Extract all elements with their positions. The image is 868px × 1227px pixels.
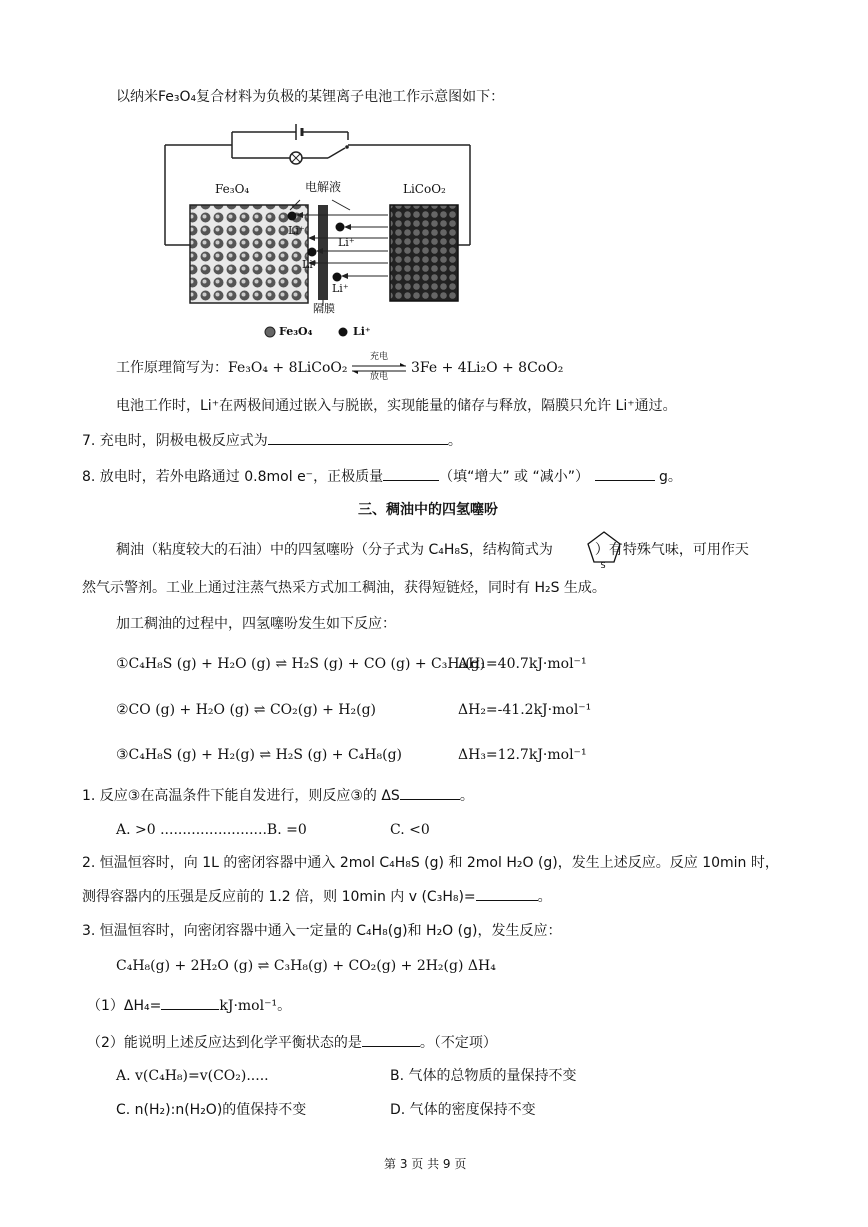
li-label-3: Li⁺ bbox=[302, 258, 319, 271]
q3-sub1-text: （1）ΔH₄= bbox=[87, 998, 162, 1014]
q7-text: 7. 充电时，阴极电极反应式为 bbox=[82, 433, 268, 449]
para1-text-b: ）有特殊气味，可用作天 bbox=[594, 542, 749, 558]
q3-option-d[interactable]: D. 气体的密度保持不变 bbox=[390, 1102, 536, 1118]
paragraph-1-line-2: 然气示警剂。工业上通过注蒸气热采方式加工稠油，获得短链烃，同时有 H₂S 生成。 bbox=[82, 580, 606, 596]
legend-fe3o4-label: Fe₃O₄ bbox=[279, 325, 313, 338]
q8-text-c: g。 bbox=[659, 469, 682, 485]
li-label-2: Li⁺ bbox=[338, 236, 355, 249]
ring-atom-label: S bbox=[600, 561, 606, 570]
q1-option-a-b[interactable]: A. >0 ........................B. =0 bbox=[116, 822, 307, 838]
principle-line bbox=[116, 360, 347, 377]
principle-left: Fe₃O₄ + 8LiCoO₂ bbox=[228, 360, 348, 376]
q2-blank[interactable] bbox=[476, 888, 538, 901]
q1-blank[interactable] bbox=[400, 787, 460, 800]
legend-li-label: Li⁺ bbox=[353, 325, 371, 338]
q8-text-a: 8. 放电时，若外电路通过 0.8mol e⁻，正极质量 bbox=[82, 469, 384, 485]
question-3-equation: C₄H₈(g) + 2H₂O (g) ⇌ C₃H₈(g) + CO₂(g) + 2H₂(g) ΔH₄ bbox=[116, 958, 496, 974]
q3-sub2-end: 。（不定项） bbox=[419, 1035, 497, 1051]
q3-sub1-unit: kJ·mol⁻¹。 bbox=[219, 998, 292, 1014]
battery-description: 电池工作时，Li⁺在两极间通过嵌入与脱嵌，实现能量的储存与释放，隔膜只允许 Li⁺通过。 bbox=[116, 398, 677, 414]
section-title: 三、稠油中的四氢噻吩 bbox=[358, 502, 498, 518]
question-2-line-2 bbox=[82, 888, 552, 906]
li-label-1: Li⁺ bbox=[288, 224, 305, 237]
q1-text: 1. 反应③在高温条件下能自发进行，则反应③的 ΔS bbox=[82, 788, 400, 804]
q3-option-b[interactable]: B. 气体的总物质的量保持不变 bbox=[390, 1068, 577, 1084]
question-7 bbox=[82, 432, 462, 450]
para1-text-a: 稠油（粘度较大的石油）中的四氢噻吩（分子式为 C₄H₈S，结构简式为 bbox=[116, 542, 553, 558]
discharge-label: 放电 bbox=[370, 372, 389, 382]
li-label-4: Li⁺ bbox=[332, 282, 349, 295]
reaction-1-enthalpy: ΔH₁=40.7kJ·mol⁻¹ bbox=[458, 656, 587, 672]
reaction-3: ③C₄H₈S (g) + H₂(g) ⇌ H₂S (g) + C₄H₈(g) bbox=[116, 747, 403, 763]
reaction-1: ①C₄H₈S (g) + H₂O (g) ⇌ H₂S (g) + CO (g) + C₃H₈(g) bbox=[116, 656, 486, 672]
paragraph-1-line-1 bbox=[116, 542, 749, 559]
thiophane-structure-icon bbox=[582, 528, 626, 570]
q2-text: 测得容器内的压强是反应前的 1.2 倍，则 10min 内 v (C₃H₈)= bbox=[82, 889, 476, 905]
q3-sub2-blank[interactable] bbox=[362, 1034, 420, 1047]
question-3-sub-1 bbox=[87, 997, 291, 1015]
anode-label: Fe₃O₄ bbox=[215, 182, 250, 196]
reaction-3-enthalpy: ΔH₃=12.7kJ·mol⁻¹ bbox=[458, 747, 587, 763]
q3-option-a[interactable]: A. v(C₄H₈)=v(CO₂)..... bbox=[116, 1068, 269, 1084]
reaction-2-enthalpy: ΔH₂=-41.2kJ·mol⁻¹ bbox=[458, 702, 592, 718]
question-3-line-1: 3. 恒温恒容时，向密闭容器中通入一定量的 C₄H₈(g)和 H₂O (g)，发生反应： bbox=[82, 923, 562, 939]
q8-text-b: （填“增大” 或 “减小”） bbox=[439, 469, 589, 485]
intro-text: 以纳米Fe₃O₄复合材料为负极的某锂离子电池工作示意图如下： bbox=[116, 89, 505, 105]
page-footer: 第 3 页 共 9 页 bbox=[384, 1157, 467, 1171]
q1-option-c[interactable]: C. <0 bbox=[390, 822, 430, 838]
battery-diagram bbox=[160, 120, 480, 345]
electrolyte-label: 电解液 bbox=[305, 180, 342, 194]
q8-blank-2[interactable] bbox=[595, 468, 655, 481]
reaction-2: ②CO (g) + H₂O (g) ⇌ CO₂(g) + H₂(g) bbox=[116, 702, 376, 718]
q7-blank[interactable] bbox=[268, 432, 448, 445]
q3-sub2-text: （2）能说明上述反应达到化学平衡状态的是 bbox=[87, 1035, 362, 1051]
question-2-line-1: 2. 恒温恒容时，向 1L 的密闭容器中通入 2mol C₄H₈S (g) 和 2mol H₂O (g)，发生上述反应。反应 10min 时， bbox=[82, 855, 779, 871]
q7-end: 。 bbox=[447, 433, 462, 449]
q3-option-c[interactable]: C. n(H₂):n(H₂O)的值保持不变 bbox=[116, 1102, 307, 1118]
q8-blank-1[interactable] bbox=[383, 468, 439, 481]
principle-right: 3Fe + 4Li₂O + 8CoO₂ bbox=[411, 360, 564, 376]
separator-label: 隔膜 bbox=[313, 302, 335, 315]
cathode-label: LiCoO₂ bbox=[403, 182, 446, 196]
question-3-sub-2 bbox=[87, 1034, 497, 1052]
paragraph-2: 加工稠油的过程中，四氢噻吩发生如下反应： bbox=[116, 616, 396, 632]
question-1 bbox=[82, 787, 474, 805]
principle-prefix: 工作原理简写为： bbox=[116, 360, 228, 376]
question-8 bbox=[82, 468, 682, 486]
charge-label: 充电 bbox=[370, 352, 389, 362]
q1-end: 。 bbox=[459, 788, 474, 804]
q3-sub1-blank[interactable] bbox=[161, 997, 219, 1010]
q2-end: 。 bbox=[537, 889, 552, 905]
